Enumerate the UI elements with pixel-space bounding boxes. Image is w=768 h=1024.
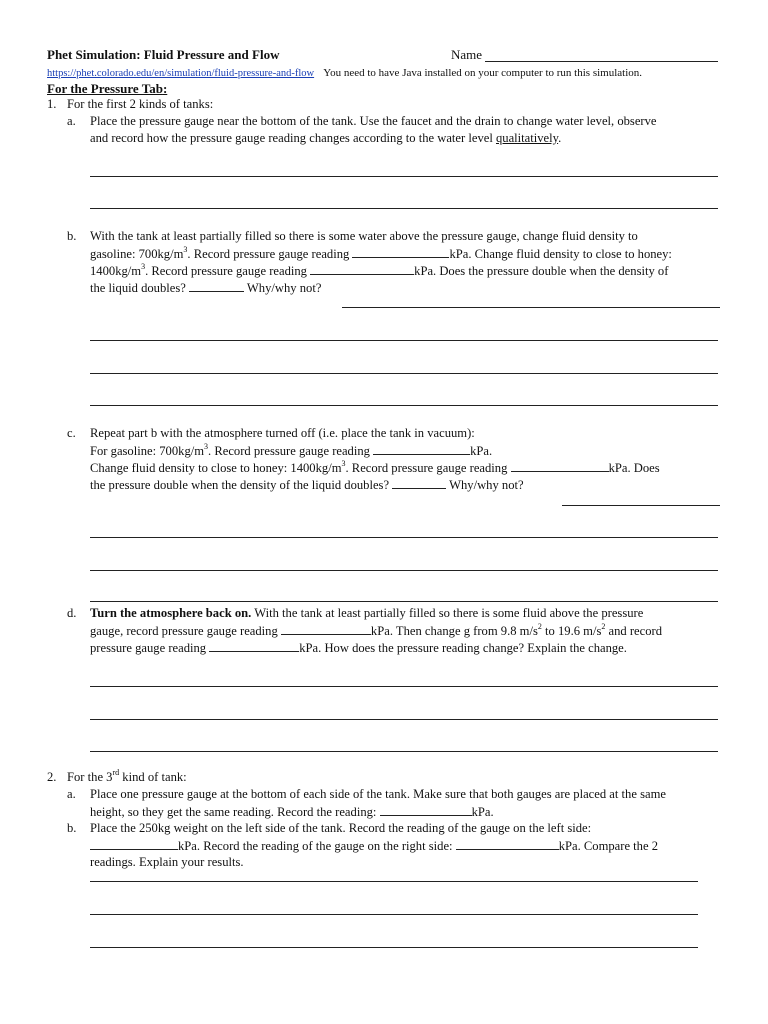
q1d-line2: gauge, record pressure gauge reading kPa. Then change g from 9.8 $m/s^2$ to 19.6 $m/s^2$ and record [90,621,663,638]
answer-line[interactable] [90,947,698,948]
section-title: For the Pressure Tab: [47,81,168,96]
q1c-line4: the pressure double when the density of the liquid doubles? Why/why not? [90,478,524,492]
answer-line[interactable] [90,881,698,882]
q2a-line2: height, so they get the same reading. Record the reading: kPa. [90,805,494,819]
q2-intro: For the 3rd kind of tank: [67,767,187,784]
yes-no-blank[interactable] [392,476,446,489]
answer-line[interactable] [90,537,718,538]
answer-line[interactable] [90,686,718,687]
q1d-line3: pressure gauge reading kPa. How does the pressure reading change? Explain the change. [90,641,627,655]
reading-blank[interactable] [380,803,472,816]
page-title: Phet Simulation: Fluid Pressure and Flow [47,47,280,62]
java-note: You need to have Java installed on your computer to run this simulation. [323,67,643,79]
q2a-label: a. [67,787,76,801]
q1-intro: For the first 2 kinds of tanks: [67,97,214,111]
right-gauge-blank[interactable] [456,837,559,850]
answer-line[interactable] [90,405,718,406]
yes-no-blank[interactable] [189,279,244,292]
left-gauge-blank[interactable] [90,837,178,850]
q1c-label: c. [67,426,76,440]
q1b-line3: $1400kg/m^3$. Record pressure gauge reading kPa. Does the pressure double when the density of [90,261,669,278]
name-blank[interactable] [485,61,718,62]
answer-line[interactable] [90,570,718,571]
q1a-label: a. [67,114,76,128]
simulation-link[interactable]: https://phet.colorado.edu/en/simulation/fluid-pressure-and-flow [47,68,315,79]
q1c-line2: For gasoline: $700kg/m^3$. Record pressure gauge reading kPa. [90,441,493,458]
q1c-line3: Change fluid density to close to honey: $1400kg/m^3$. Record pressure gauge reading kPa. Does [90,458,660,475]
atmosphere-on-text: Turn the atmosphere back on. [90,606,252,620]
qualitatively-text: qualitatively [495,131,559,145]
reading-blank[interactable] [511,459,609,472]
reading-blank[interactable] [373,442,470,455]
reading-blank[interactable] [352,245,449,258]
answer-line[interactable] [90,176,718,177]
answer-line[interactable] [90,751,718,752]
q1a-line2: and record how the pressure gauge reading changes according to the water level qualitatively. [90,131,562,145]
q1-number: 1. [47,97,57,111]
q2b-line1: Place the 250kg weight on the left side of the tank. Record the reading of the gauge on the left side: [90,821,592,835]
q1d-label: d. [67,606,77,620]
q2a-line1: Place one pressure gauge at the bottom of each side of the tank. Make sure that both gauges are placed at the same [90,787,666,801]
answer-line[interactable] [90,340,718,341]
name-label: Name [451,47,483,62]
answer-line[interactable] [90,914,698,915]
reading-blank[interactable] [310,262,414,275]
answer-line[interactable] [90,601,718,602]
q2b-line2: kPa. Record the reading of the gauge on the right side: kPa. Compare the 2 [90,837,658,855]
answer-line[interactable] [90,373,718,374]
answer-line[interactable] [90,208,718,209]
q2b-line3: readings. Explain your results. [90,855,244,869]
q1b-line2: gasoline: $700kg/m^3$. Record pressure gauge reading kPa. Change fluid density to close to honey: [90,244,672,261]
q1b-line1: With the tank at least partially filled so there is some water above the pressure gauge, change fluid density to [90,229,638,243]
q2-number: 2. [47,770,57,784]
answer-line[interactable] [562,505,720,506]
answer-line[interactable] [342,307,720,308]
reading-blank[interactable] [209,639,299,652]
q1c-line1: Repeat part b with the atmosphere turned off (i.e. place the tank in vacuum): [90,426,475,440]
q1b-label: b. [67,229,77,243]
reading-blank[interactable] [281,622,371,635]
q1d-line1: Turn the atmosphere back on. With the tank at least partially filled so there is some fluid above the pressure [90,606,644,620]
q2b-label: b. [67,821,77,835]
answer-line[interactable] [90,719,718,720]
q1a-line1: Place the pressure gauge near the bottom of the tank. Use the faucet and the drain to change water level, observe [90,114,657,128]
q1b-line4: the liquid doubles? Why/why not? [90,281,322,295]
